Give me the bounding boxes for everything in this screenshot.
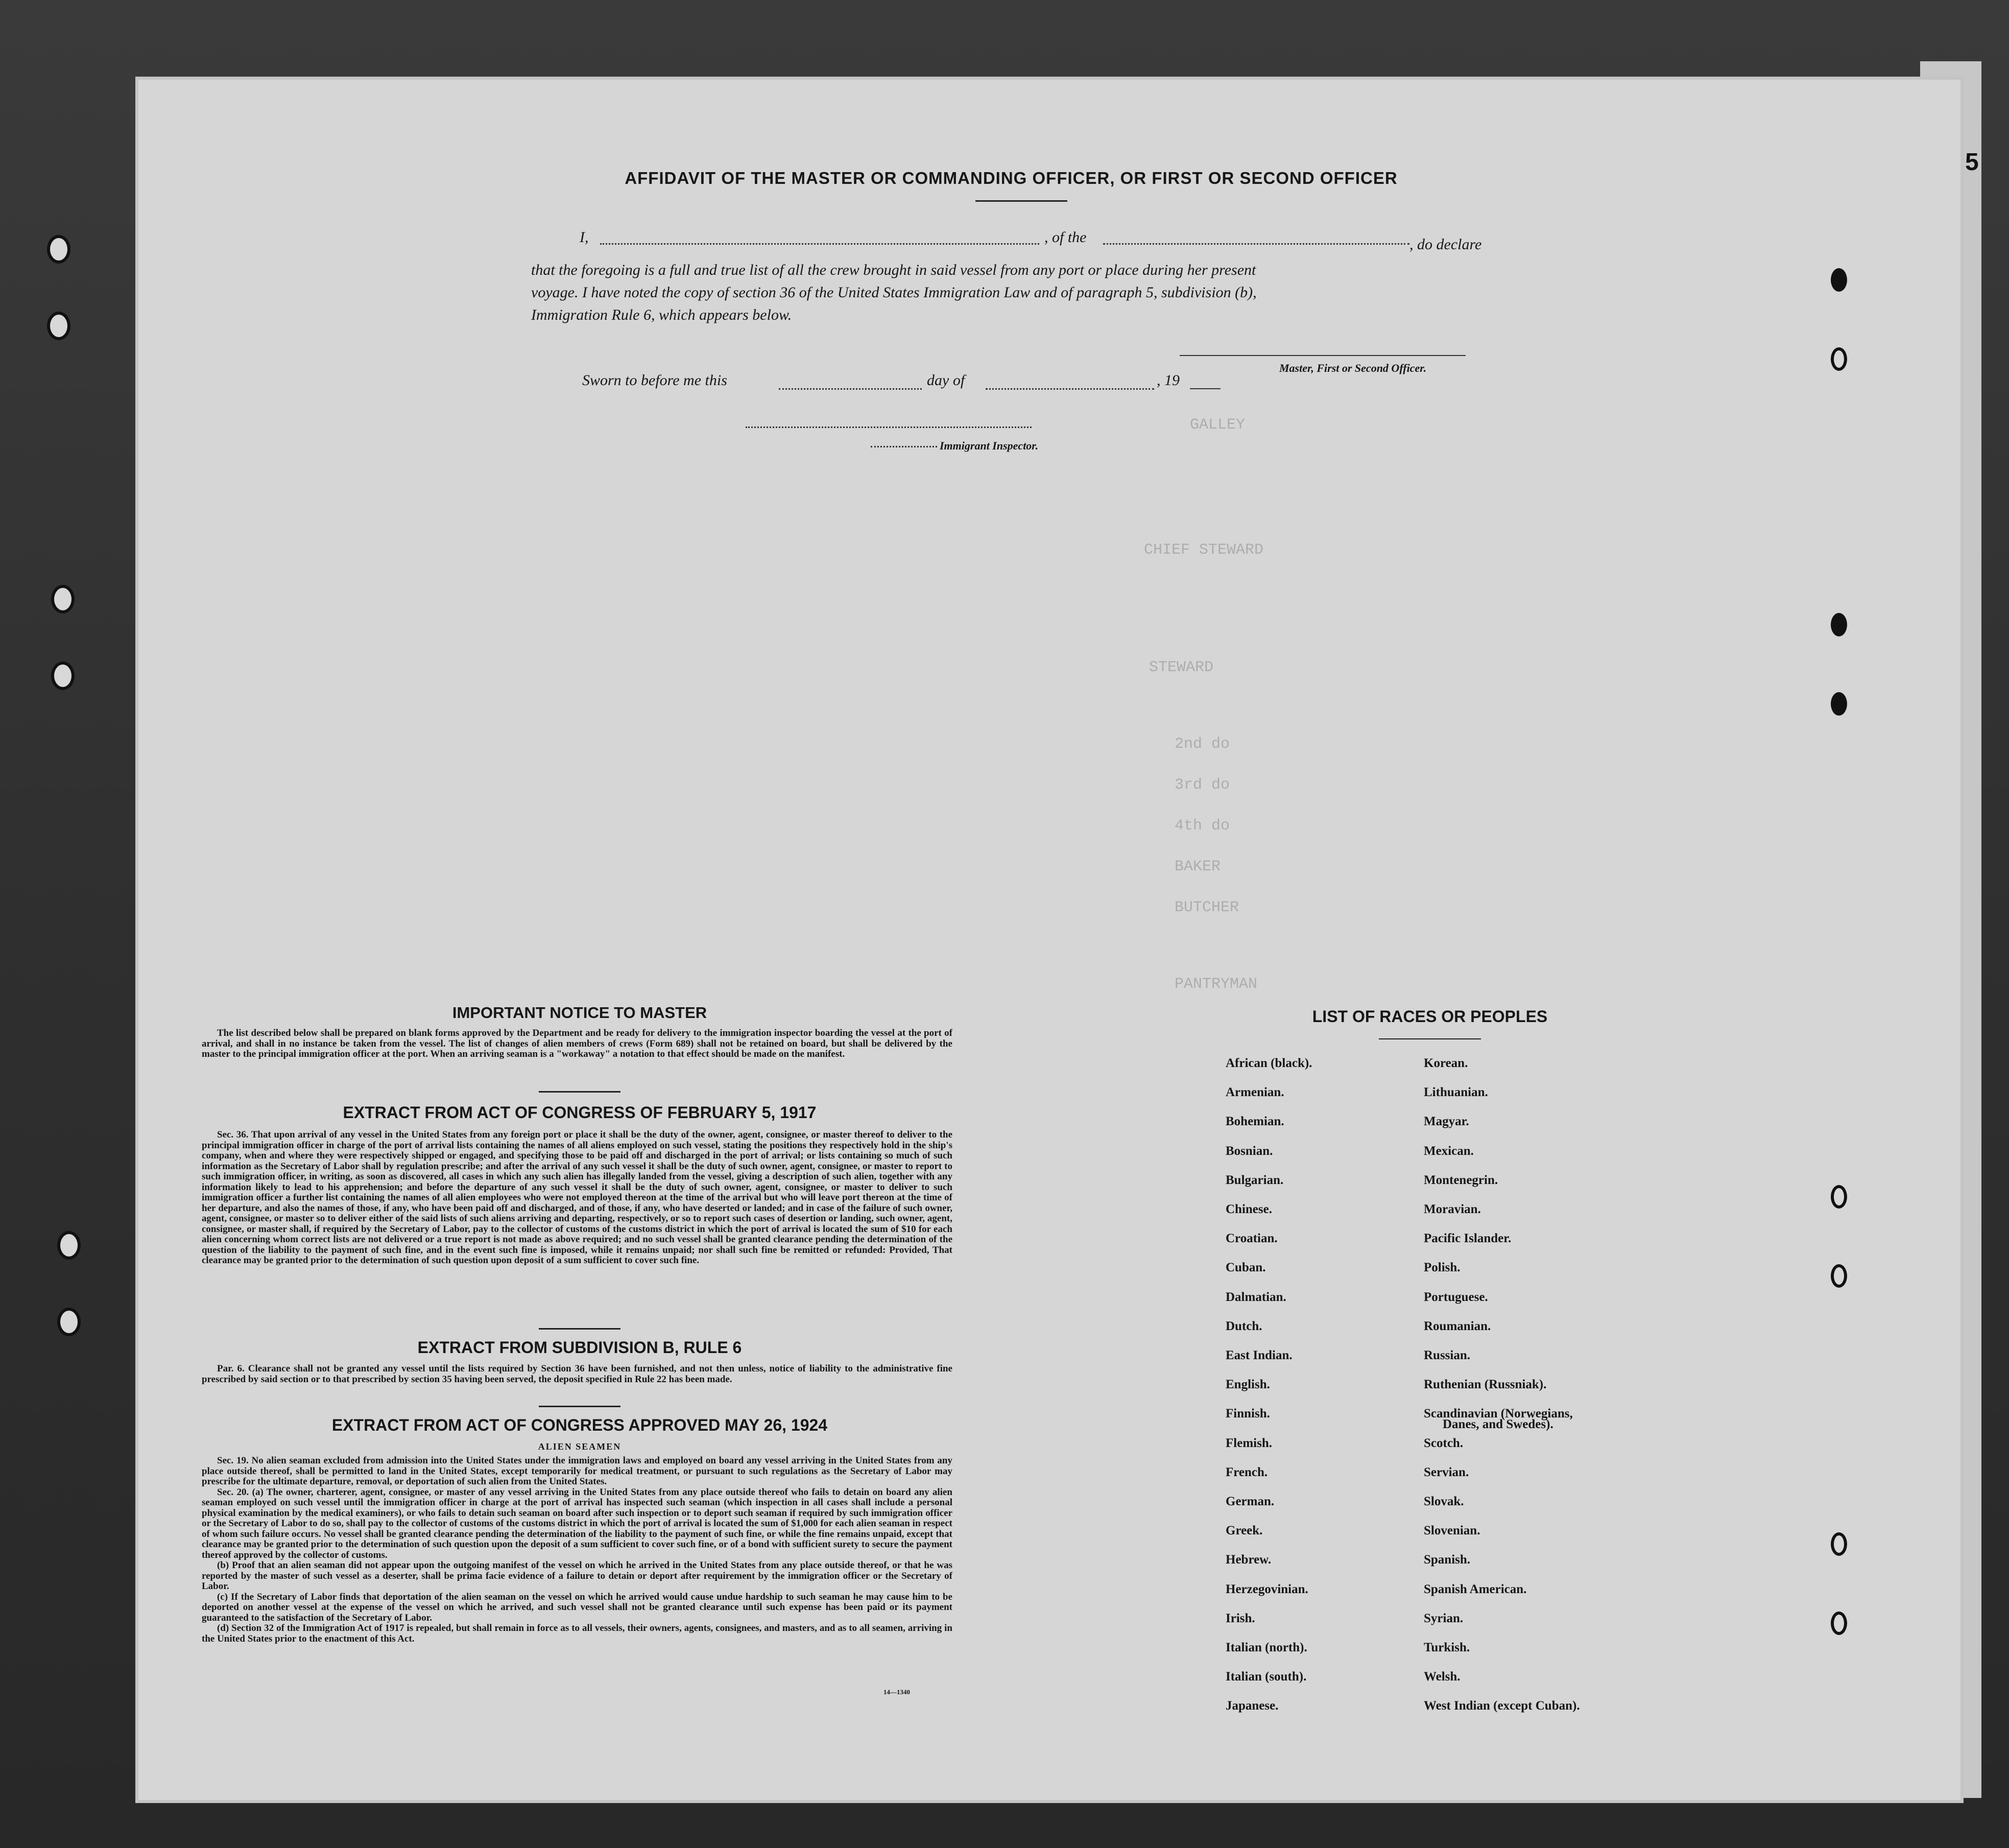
race-item: African (black). bbox=[1226, 1056, 1312, 1070]
notice-body bbox=[202, 1028, 952, 1060]
sworn-text: Sworn to before me this bbox=[582, 372, 727, 389]
inspector-signature-line bbox=[746, 427, 1032, 428]
race-item: Chinese. bbox=[1226, 1202, 1272, 1216]
race-item: Scotch. bbox=[1424, 1436, 1464, 1450]
binder-hole-icon bbox=[51, 585, 75, 613]
title-underline bbox=[975, 200, 1067, 202]
race-item: Slovak. bbox=[1424, 1495, 1464, 1508]
binder-hole-icon bbox=[1831, 1185, 1847, 1209]
race-item: Armenian. bbox=[1226, 1085, 1284, 1100]
race-item: Portuguese. bbox=[1424, 1290, 1488, 1304]
race-item: Moravian. bbox=[1424, 1202, 1481, 1216]
races-title-underline bbox=[1379, 1038, 1481, 1039]
extract-1924-paragraph: Sec. 19. No alien seaman excluded from admission into the United States under the immigration laws and employed on board any vessel arriving in the United States from any place outside thereof, shall be permitted to land in the United States, except temporarily for medical treatment, or pursuant to such regulations as the Secretary of Labor may prescribe for the ultimate departure, removal, or deportation of such alien from the United States. bbox=[202, 1455, 952, 1487]
affidavit-title: AFFIDAVIT OF THE MASTER OR COMMANDING OFFICER, OR FIRST OR SECOND OFFICER bbox=[625, 169, 1398, 187]
extract-rule6-paragraph: Par. 6. Clearance shall not be granted any vessel until the lists required by Section 36 have been furnished, and not then unless, notice of liability to the administrative fine prescribed by said section or to that prescribed by section 35 having been served, the deposit specified in Rule 22 has been made. bbox=[202, 1363, 952, 1385]
inspector-dots bbox=[871, 446, 937, 447]
year-text: , 19 bbox=[1157, 372, 1180, 389]
race-item: Italian (south). bbox=[1226, 1670, 1307, 1684]
race-item: Spanish American. bbox=[1424, 1582, 1527, 1596]
race-item: Pacific Islander. bbox=[1424, 1231, 1512, 1246]
bleed-through-text: 3rd do bbox=[1175, 776, 1230, 794]
affidavit-line-4: Immigration Rule 6, which appears below. bbox=[531, 306, 792, 323]
race-item: Cuban. bbox=[1226, 1261, 1266, 1275]
binder-hole-icon bbox=[1831, 1532, 1847, 1556]
page-number: 5 bbox=[1965, 149, 1979, 176]
race-item: Dalmatian. bbox=[1226, 1290, 1286, 1304]
extract-1924-paragraph: Sec. 20. (a) The owner, charterer, agent, consignee, or master of any vessel arriving in the United States from any place outside thereof who fails to detain on board any alien seaman employed on such vessel until the immigration officer in charge at the port of arrival has inspected such seaman (which inspection in all cases shall include a personal physical examination by the medical examiners), or who fails to detain such seaman on board after such inspection or to deport such seaman if required by such immigration officer or the Secretary of Labor to do so, shall pay to the collector of customs of the customs district in which the port of arrival is located the sum of $1,000 for each alien seaman in respect of whom such failure occurs. No vessel shall be granted clearance pending the determination of the liability to the payment of such fine, or while the fine remains unpaid, except that clearance may be granted prior to the determination of such question upon the deposit of a sum sufficient to cover such fine, or of a bond with sufficient surety to secure the payment thereof approved by the collector of customs. bbox=[202, 1486, 952, 1560]
bleed-through-text: BAKER bbox=[1175, 858, 1221, 875]
extract-1917-body bbox=[202, 1130, 952, 1266]
year-blank bbox=[1190, 388, 1221, 389]
bleed-through-text: STEWARD bbox=[1149, 659, 1214, 676]
vessel-blank bbox=[1103, 243, 1409, 245]
race-item: Bulgarian. bbox=[1226, 1173, 1284, 1187]
day-of-text: day of bbox=[927, 372, 965, 389]
race-item: Hebrew. bbox=[1226, 1553, 1272, 1567]
binder-hole-icon bbox=[1831, 613, 1847, 636]
extract-1924-paragraph: (d) Section 32 of the Immigration Act of 1917 is repealed, but shall remain in force as to all vessels, their owners, agents, consignees, and masters, and as to all seamen, arriving in the United States prior to the enactment of this Act. bbox=[202, 1623, 952, 1644]
race-item: Greek. bbox=[1226, 1524, 1263, 1538]
race-item: Ruthenian (Russniak). bbox=[1424, 1378, 1547, 1392]
extract-1924-subtitle: ALIEN SEAMEN bbox=[538, 1441, 621, 1452]
affidavit-declare: , do declare bbox=[1409, 236, 1482, 253]
race-item: Croatian. bbox=[1226, 1231, 1278, 1246]
binder-hole-icon bbox=[1831, 268, 1847, 292]
race-item: Montenegrin. bbox=[1424, 1173, 1498, 1187]
binder-hole-icon bbox=[1831, 692, 1847, 716]
extract-rule6-body bbox=[202, 1364, 952, 1385]
race-item: Lithuanian. bbox=[1424, 1085, 1488, 1100]
extract-1917-paragraph: Sec. 36. That upon arrival of any vessel in the United States from any foreign port or place it shall be the duty of the owner, agent, consignee, or master thereof to deliver to the principal immigration officer in charge of the port of arrival lists containing the names of all aliens employed on such vessel, stating the positions they respectively hold in the ship's company, when and where they were respectively shipped or engaged, and specifying those to be paid off and discharged in the port of arrival; or lists containing so much of such information as the Secretary of Labor shall by regulation prescribe; and after the arrival of any such vessel it shall be the duty of such owner, agent, consignee, or master to report to such immigration officer, in writing, as soon as discovered, all cases in which any such alien has illegally landed from the vessel, giving a description of such alien, together with any information likely to lead to his apprehension; and before the departure of any such vessel it shall be the duty of such owner, agent, consignee, or master to deliver to such immigration officer a further list containing the names of all alien employees who were not employed thereon at the time of the arrival but who will leave port thereon at the time of her departure, and also the names of those, if any, who have been paid off and discharged, and of those, if any, who have deserted or landed; and in case of the failure of such owner, agent, consignee, or master so to deliver either of the said lists of such aliens arriving and departing, respectively, or so to report such cases of desertion or landing, such owner, agent, consignee, or master shall, if required by the Secretary of Labor, pay to the collector of customs of the customs district in which the port of arrival is located the sum of $10 for each alien concerning whom correct lists are not delivered or a true report is not made as above required; and no such vessel shall be granted clearance pending the determination of the question of the liability to the payment of such fine, and in the event such fine is imposed, while it remains unpaid; nor shall such fine be remitted or refunded: Provided, That clearance may be granted prior to the determination of such question upon deposit of a sum sufficient to cover such fine. bbox=[202, 1129, 952, 1266]
affidavit-line-3: voyage. I have noted the copy of section 36 of the United States Immigration Law and of paragraph 5, subdivision (b), bbox=[531, 284, 1257, 301]
affidavit-i: I, bbox=[580, 229, 589, 246]
binder-hole-icon bbox=[57, 1231, 81, 1260]
race-item: Dutch. bbox=[1226, 1319, 1262, 1333]
race-item: Magyar. bbox=[1424, 1115, 1469, 1129]
race-item: Russian. bbox=[1424, 1348, 1471, 1362]
race-item: Mexican. bbox=[1424, 1144, 1474, 1158]
race-item: Roumanian. bbox=[1424, 1319, 1491, 1333]
binder-hole-icon bbox=[1831, 347, 1847, 371]
race-item: Syrian. bbox=[1424, 1611, 1464, 1625]
form-number: 14—1340 bbox=[883, 1688, 910, 1696]
race-item: English. bbox=[1226, 1378, 1270, 1392]
signature-label: Master, First or Second Officer. bbox=[1279, 362, 1427, 374]
day-blank bbox=[779, 388, 922, 390]
binder-hole-icon bbox=[1831, 1264, 1847, 1288]
extract-1924-title: EXTRACT FROM ACT OF CONGRESS APPROVED MAY 26, 1924 bbox=[331, 1416, 828, 1434]
extract-rule6-title: EXTRACT FROM SUBDIVISION B, RULE 6 bbox=[417, 1338, 742, 1357]
race-item: Scandinavian (Norwegians, bbox=[1424, 1407, 1573, 1421]
race-item: West Indian (except Cuban). bbox=[1424, 1699, 1580, 1713]
inspector-label: Immigrant Inspector. bbox=[940, 439, 1039, 452]
race-item: German. bbox=[1226, 1495, 1275, 1508]
race-item: Turkish. bbox=[1424, 1641, 1470, 1654]
affidavit-of-the: , of the bbox=[1044, 229, 1087, 246]
race-item: Servian. bbox=[1424, 1465, 1469, 1479]
race-item: Slovenian. bbox=[1424, 1524, 1480, 1538]
extract-1924-paragraph: (b) Proof that an alien seaman did not appear upon the outgoing manifest of the vessel on which he arrived in the United States from any place outside thereof, or that he was reported by the master of such vessel as a deserter, shall be prima facie evidence of a failure to detain or deport after requirement by the immigration officer or the Secretary of Labor. bbox=[202, 1560, 952, 1592]
bleed-through-text: GALLEY bbox=[1190, 416, 1246, 434]
notice-paragraph: The list described below shall be prepared on blank forms approved by the Department and be ready for delivery to the immigration inspector boarding the vessel at the port of arrival, and shall in no instance be taken from the vessel. The list of changes of alien members of crews (Form 689) shall not be retained on board, but shall be delivered by the master to the principal immigration officer at the port. When an arriving seaman is a "workaway" a notation to that effect should be made on the manifest. bbox=[202, 1028, 952, 1059]
extract-1924-paragraph: (c) If the Secretary of Labor finds that deportation of the alien seaman on the vessel on which he arrived would cause undue hardship to such seaman he may cause him to be deported on another vessel at the expense of the vessel on which he arrived, and such vessel shall not be granted clearance until such expense has been paid or its payment guaranteed to the satisfaction of the Secretary of Labor. bbox=[202, 1591, 952, 1623]
name-blank bbox=[600, 243, 1039, 245]
race-item: Spanish. bbox=[1424, 1553, 1471, 1567]
race-item: Welsh. bbox=[1424, 1670, 1461, 1684]
section-divider bbox=[539, 1328, 620, 1330]
bleed-through-text: CHIEF STEWARD bbox=[1144, 541, 1264, 559]
races-title: LIST OF RACES OR PEOPLES bbox=[1312, 1007, 1548, 1026]
signature-line bbox=[1180, 355, 1466, 356]
race-item: East Indian. bbox=[1226, 1348, 1293, 1362]
bleed-through-text: 2nd do bbox=[1175, 736, 1230, 753]
notice-title: IMPORTANT NOTICE TO MASTER bbox=[452, 1004, 707, 1022]
race-item: Flemish. bbox=[1226, 1436, 1272, 1450]
section-divider bbox=[539, 1091, 620, 1093]
race-item: Bohemian. bbox=[1226, 1115, 1284, 1129]
section-divider bbox=[539, 1406, 620, 1407]
binder-hole-icon bbox=[47, 235, 70, 264]
binder-hole-icon bbox=[57, 1308, 81, 1336]
race-item: Finnish. bbox=[1226, 1407, 1270, 1421]
binder-hole-icon bbox=[47, 312, 70, 340]
race-item: Polish. bbox=[1424, 1261, 1461, 1275]
bleed-through-text: BUTCHER bbox=[1175, 899, 1239, 916]
affidavit-line-2: that the foregoing is a full and true list of all the crew brought in said vessel from any port or place during her present bbox=[531, 262, 1256, 278]
race-item: Japanese. bbox=[1226, 1699, 1279, 1713]
bleed-through-text: 4th do bbox=[1175, 817, 1230, 835]
extract-1924-body bbox=[202, 1456, 952, 1644]
bleed-through-text: PANTRYMAN bbox=[1175, 976, 1258, 993]
race-item: Italian (north). bbox=[1226, 1641, 1307, 1654]
binder-hole-icon bbox=[1831, 1612, 1847, 1635]
month-blank bbox=[986, 388, 1154, 390]
race-item: French. bbox=[1226, 1465, 1268, 1479]
race-item-continuation: Danes, and Swedes). bbox=[1443, 1417, 1553, 1431]
extract-1917-title: EXTRACT FROM ACT OF CONGRESS OF FEBRUARY 5, 1917 bbox=[343, 1103, 817, 1122]
binder-hole-icon bbox=[51, 661, 75, 690]
race-item: Herzegovinian. bbox=[1226, 1582, 1308, 1596]
race-item: Irish. bbox=[1226, 1611, 1255, 1625]
race-item: Bosnian. bbox=[1226, 1144, 1273, 1158]
race-item: Korean. bbox=[1424, 1056, 1468, 1070]
